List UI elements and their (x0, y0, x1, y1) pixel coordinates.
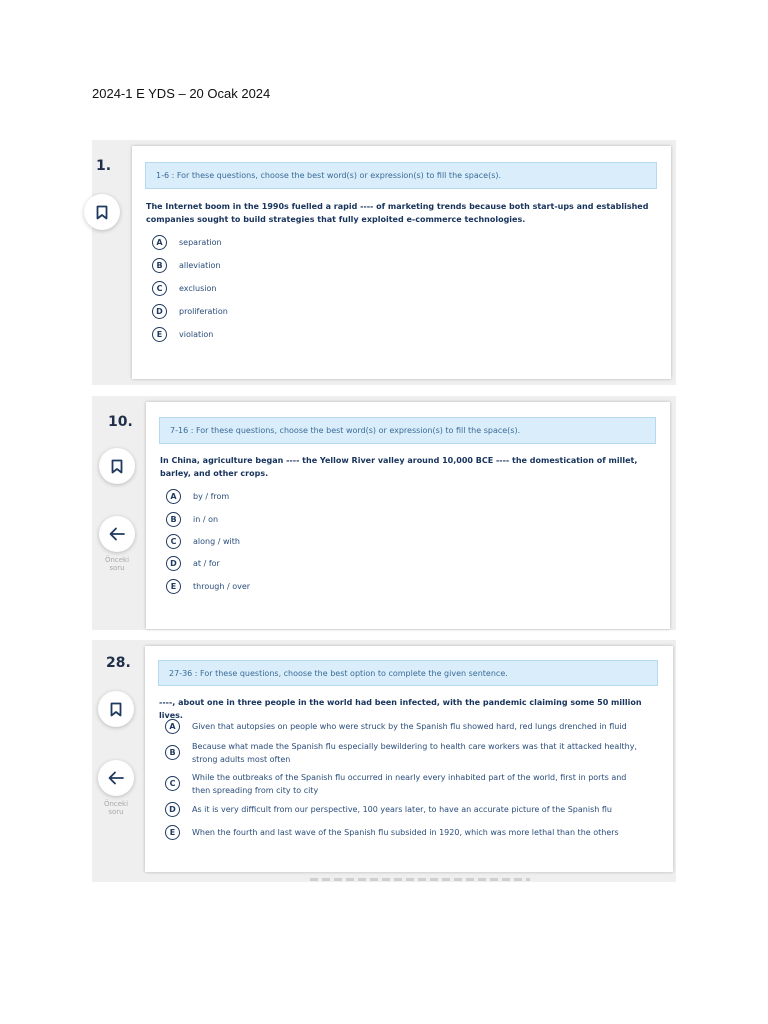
instruction-banner: 1-6 : For these questions, choose the best word(s) or expression(s) to fill the space(s). (145, 162, 657, 189)
option-letter: E (152, 327, 167, 342)
question-stem: In China, agriculture began ---- the Yellow River valley around 10,000 BCE ---- the domestication of millet, barley, and other crops. (160, 456, 638, 478)
option-text: Because what made the Spanish flu especially bewildering to health care workers was that it attacked healthy, strong adults most often (192, 742, 637, 764)
option-text: proliferation (179, 307, 228, 316)
option-c[interactable] (165, 771, 645, 797)
question-stem: The Internet boom in the 1990s fuelled a rapid ---- of marketing trends because both start-ups and established companies sought to build strategies that fully exploited e-commerce technologies. (146, 202, 649, 224)
option-d[interactable] (152, 304, 228, 319)
option-letter: D (165, 802, 180, 817)
previous-question-button[interactable] (98, 760, 134, 796)
option-text: While the outbreaks of the Spanish flu occurred in nearly every inhabited part of the world, first in ports and then spreading from city to city (192, 773, 627, 795)
option-a[interactable] (165, 719, 627, 734)
option-letter: B (165, 745, 180, 760)
previous-question-label: Önceki soru (103, 800, 129, 816)
option-c[interactable] (166, 534, 240, 549)
option-letter: A (165, 719, 180, 734)
option-b[interactable] (165, 740, 645, 766)
option-text: at / for (193, 559, 220, 568)
question-number: 1. (96, 158, 112, 174)
bookmark-button[interactable] (84, 194, 120, 230)
option-d[interactable] (165, 802, 612, 817)
option-text: As it is very difficult from our perspective, 100 years later, to have an accurate picture of the Spanish flu (192, 805, 612, 814)
bookmark-button[interactable] (99, 448, 135, 484)
instruction-banner: 7-16 : For these questions, choose the best word(s) or expression(s) to fill the space(s). (159, 417, 656, 444)
question-card (146, 402, 670, 629)
question-number: 10. (108, 414, 133, 430)
question-screenshot-1 (92, 140, 676, 385)
question-number: 28. (106, 655, 131, 671)
bookmark-button[interactable] (98, 691, 134, 727)
bookmark-icon (96, 205, 108, 220)
faint-footer-line (310, 878, 530, 881)
option-text: separation (179, 238, 222, 247)
question-card (132, 146, 671, 379)
previous-question-label: Önceki soru (104, 556, 130, 572)
previous-question-button[interactable] (99, 516, 135, 552)
option-letter: B (166, 512, 181, 527)
instruction-banner: 27-36 : For these questions, choose the best option to complete the given sentence. (158, 660, 658, 686)
option-text: through / over (193, 582, 251, 591)
document-title: 2024-1 E YDS – 20 Ocak 2024 (92, 86, 271, 101)
option-text: Given that autopsies on people who were struck by the Spanish flu showed hard, red lungs drenched in fluid (192, 722, 627, 731)
option-letter: E (165, 825, 180, 840)
option-e[interactable] (165, 825, 619, 840)
question-stem: ----, about one in three people in the world had been infected, with the pandemic claiming some 50 million lives. (159, 698, 642, 720)
option-text: by / from (193, 492, 230, 501)
option-c[interactable] (152, 281, 216, 296)
option-letter: C (165, 776, 180, 791)
option-e[interactable] (152, 327, 213, 342)
option-a[interactable] (166, 489, 229, 504)
arrow-left-icon (109, 527, 125, 541)
option-text: along / with (193, 537, 240, 546)
bookmark-icon (111, 459, 123, 474)
option-letter: A (152, 235, 167, 250)
option-a[interactable] (152, 235, 222, 250)
option-b[interactable] (152, 258, 220, 273)
question-screenshot-28 (92, 640, 676, 882)
option-b[interactable] (166, 512, 218, 527)
question-card (145, 646, 673, 872)
option-letter: A (166, 489, 181, 504)
option-text: violation (179, 330, 214, 339)
option-text: alleviation (179, 261, 221, 270)
option-letter: C (166, 534, 181, 549)
option-letter: C (152, 281, 167, 296)
option-letter: D (152, 304, 167, 319)
option-text: exclusion (179, 284, 217, 293)
option-d[interactable] (166, 556, 220, 571)
arrow-left-icon (108, 771, 124, 785)
option-letter: D (166, 556, 181, 571)
option-letter: E (166, 579, 181, 594)
option-text: When the fourth and last wave of the Spanish flu subsided in 1920, which was more lethal than the others (192, 828, 619, 837)
option-e[interactable] (166, 579, 250, 594)
option-letter: B (152, 258, 167, 273)
option-text: in / on (193, 515, 219, 524)
bookmark-icon (110, 702, 122, 717)
question-screenshot-10 (92, 396, 676, 630)
